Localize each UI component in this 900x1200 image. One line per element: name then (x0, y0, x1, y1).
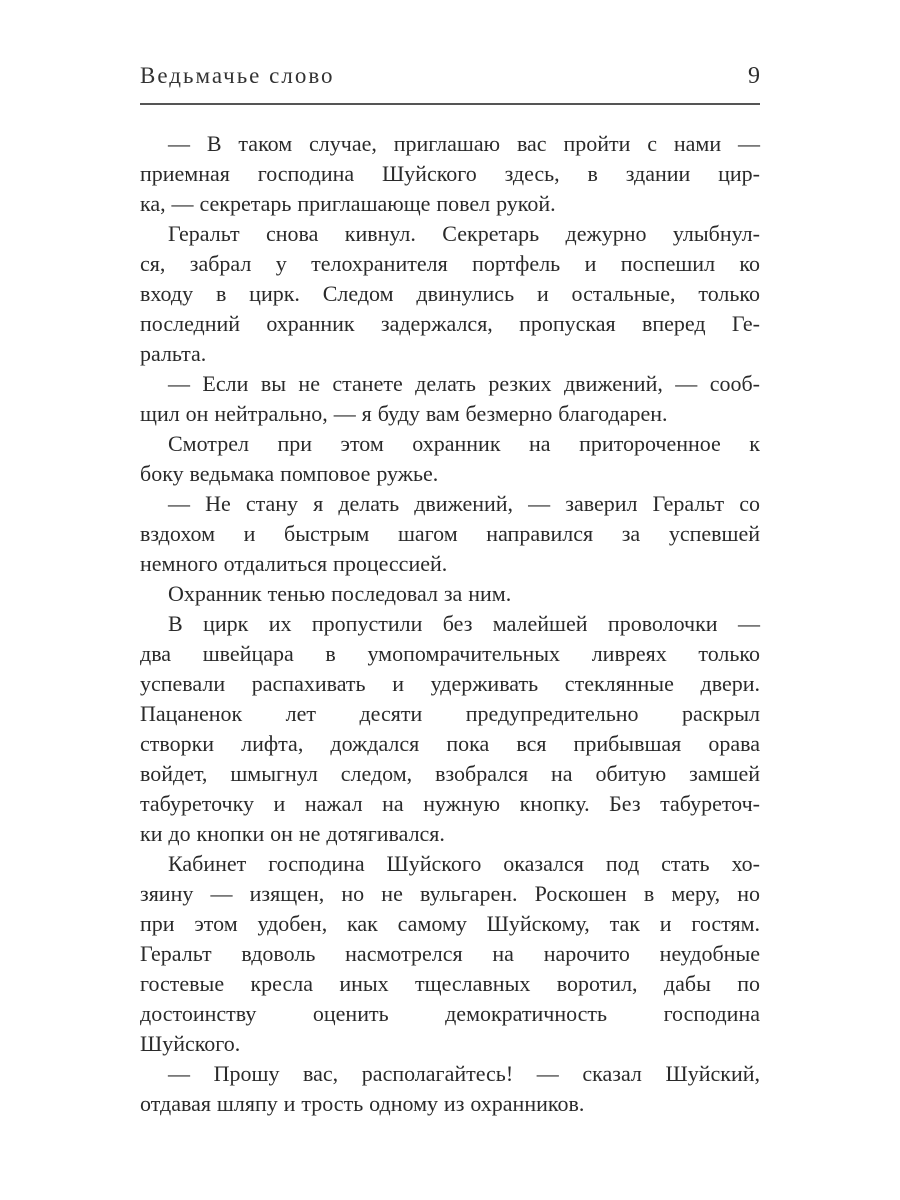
running-title: Ведьмачье слово (140, 63, 335, 88)
text-line: Смотрел при этом охранник на притороченное к (168, 431, 760, 456)
paragraph (140, 579, 760, 609)
running-header (140, 62, 760, 90)
text-line: Охранник тенью последовал за ним. (168, 581, 512, 606)
text-line: два швейцара в умопомрачительных ливреях только (140, 641, 760, 666)
text-line: табуреточку и нажал на нужную кнопку. Без табуреточ- (140, 791, 760, 816)
text-line: Шуйского. (140, 1031, 241, 1056)
page-number: 9 (748, 63, 760, 89)
body-text (140, 129, 760, 1119)
paragraph (140, 369, 760, 429)
text-line: Пацаненок лет десяти предупредительно раскрыл (140, 701, 760, 726)
text-line: войдет, шмыгнул следом, взобрался на обитую замшей (140, 761, 760, 786)
text-line: зяину — изящен, но не вульгарен. Роскошен в меру, но (140, 881, 760, 906)
text-line: боку ведьмака помповое ружье. (140, 461, 439, 486)
text-line: — В таком случае, приглашаю вас пройти с нами — (168, 131, 760, 156)
text-line: входу в цирк. Следом двинулись и остальные, только (140, 281, 760, 306)
text-line: ка, — секретарь приглашающе повел рукой. (140, 191, 556, 216)
text-line: В цирк их пропустили без малейшей проволочки — (168, 611, 760, 636)
text-line: — Не стану я делать движений, — заверил Геральт со (168, 491, 760, 516)
paragraph (140, 429, 760, 489)
text-line: Геральт вдоволь насмотрелся на нарочито неудобные (140, 941, 760, 966)
text-line: — Прошу вас, располагайтесь! — сказал Шуйский, (168, 1061, 760, 1086)
text-line: успевали распахивать и удерживать стеклянные двери. (140, 671, 760, 696)
text-line: приемная господина Шуйского здесь, в здании цир- (140, 161, 760, 186)
text-line: при этом удобен, как самому Шуйскому, так и гостям. (140, 911, 760, 936)
paragraph (140, 489, 760, 579)
text-line: последний охранник задержался, пропуская вперед Ге- (140, 311, 760, 336)
paragraph (140, 1059, 760, 1119)
text-line: немного отдалиться процессией. (140, 551, 448, 576)
paragraph (140, 129, 760, 219)
text-line: ки до кнопки он не дотягивался. (140, 821, 445, 846)
header-rule (140, 103, 760, 105)
text-line: створки лифта, дождался пока вся прибывшая орава (140, 731, 760, 756)
text-line: отдавая шляпу и трость одному из охранников. (140, 1091, 585, 1116)
text-line: гостевые кресла иных тщеславных воротил, дабы по (140, 971, 760, 996)
text-line: — Если вы не станете делать резких движений, — сооб- (168, 371, 760, 396)
text-line: вздохом и быстрым шагом направился за успевшей (140, 521, 760, 546)
paragraph (140, 219, 760, 369)
paragraph (140, 849, 760, 1059)
paragraph (140, 609, 760, 849)
text-line: Кабинет господина Шуйского оказался под стать хо- (168, 851, 760, 876)
text-line: щил он нейтрально, — я буду вам безмерно благодарен. (140, 401, 668, 426)
text-line: ся, забрал у телохранителя портфель и поспешил ко (140, 251, 760, 276)
page-content (140, 62, 760, 1119)
text-line: достоинству оценить демократичность господина (140, 1001, 760, 1026)
text-line: Геральт снова кивнул. Секретарь дежурно улыбнул- (168, 221, 760, 246)
text-line: ральта. (140, 341, 207, 366)
